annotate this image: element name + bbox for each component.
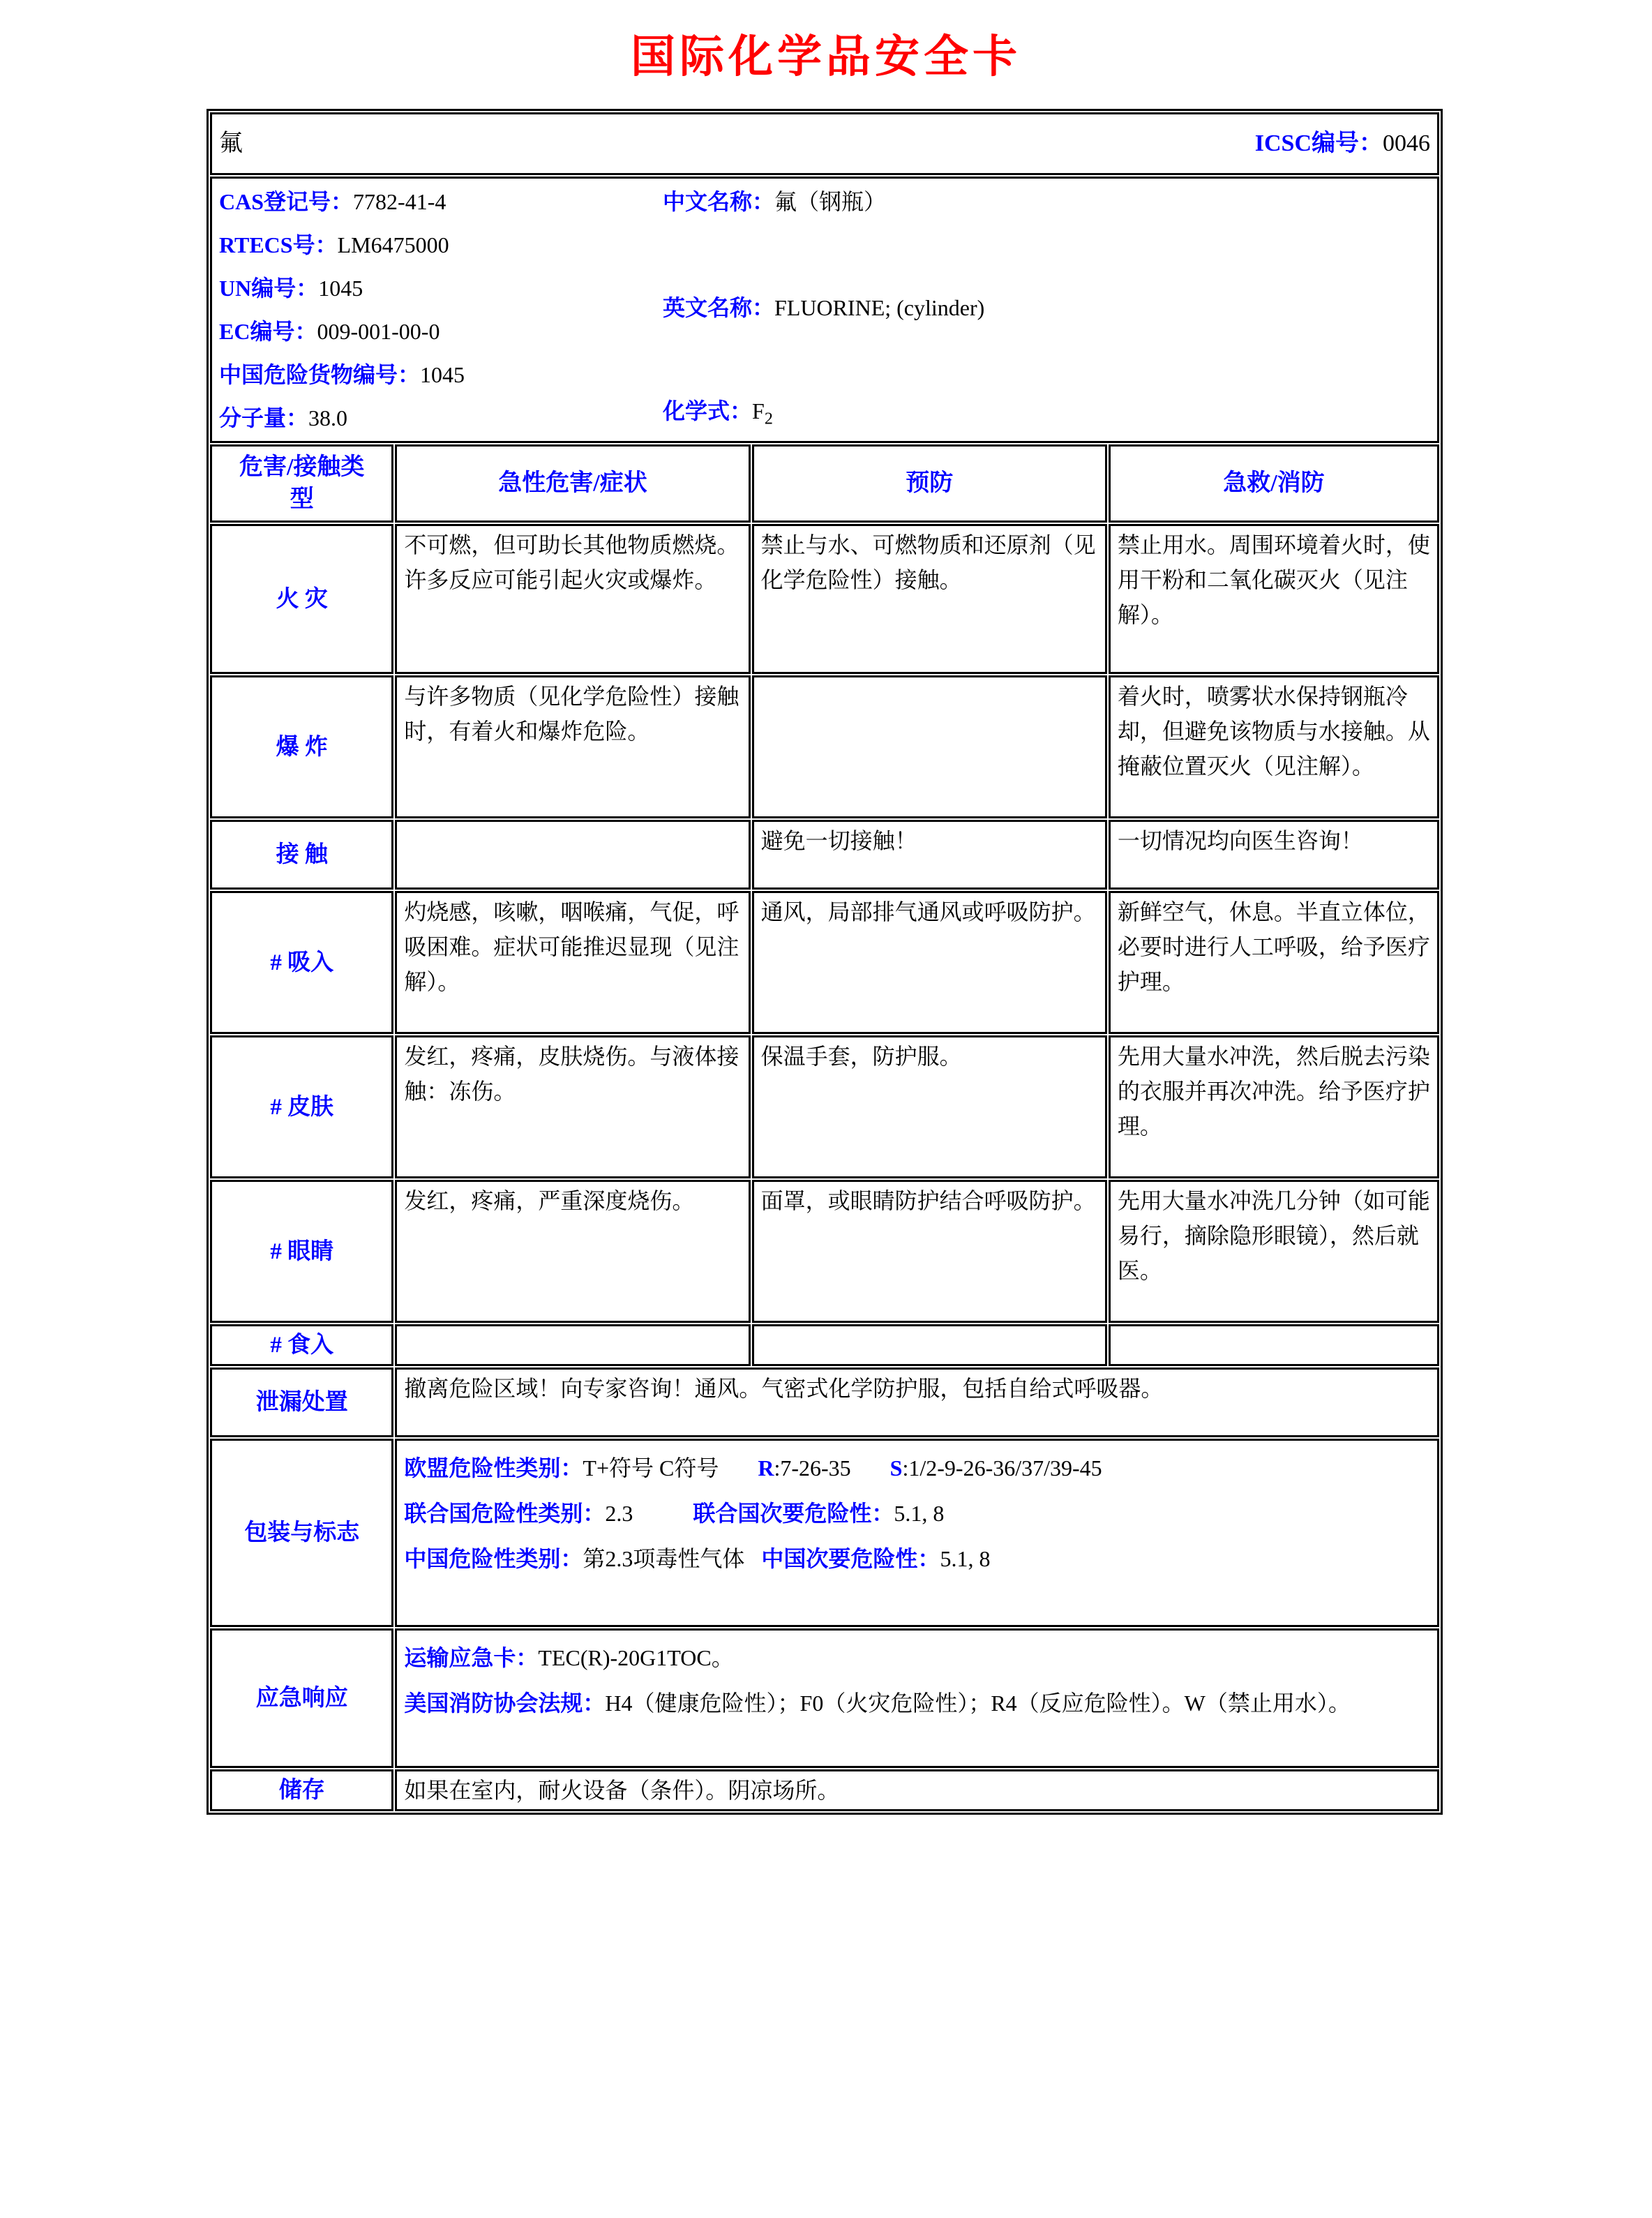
- emergency-row: [210, 1628, 1439, 1768]
- transport-emergency-card-label: 运输应急卡：: [404, 1645, 539, 1670]
- hazard-row-inhalation-label: # 吸入: [210, 891, 393, 1034]
- chemical-formula-field: [663, 389, 773, 433]
- english-name-field: [663, 286, 984, 329]
- hazard-header-symptoms: 急性危害/症状: [395, 444, 750, 523]
- chemical-formula-base: F: [752, 398, 765, 424]
- hazard-row-fire-label: 火 灾: [210, 524, 393, 674]
- identification-block: [219, 180, 1430, 440]
- cn-dangerous-goods-value: 1045: [420, 362, 465, 387]
- exposure-prevention: 避免一切接触！: [752, 820, 1107, 890]
- rtecs-value: LM6475000: [337, 232, 449, 257]
- un-hazard-class-label: 联合国危险性类别：: [404, 1501, 606, 1526]
- r-phrases-label: R: [758, 1455, 774, 1481]
- skin-first-aid: 先用大量水冲洗，然后脱去污染的衣服并再次冲洗。给予医疗护理。: [1109, 1035, 1439, 1178]
- cn-subsidiary-risks-label: 中国次要危险性：: [761, 1546, 940, 1571]
- identification-right-column: [663, 180, 1430, 440]
- nfpa-code-label: 美国消防协会法规：: [404, 1691, 606, 1716]
- chemical-formula-label: 化学式：: [663, 398, 753, 424]
- skin-prevention: 保温手套，防护服。: [752, 1035, 1107, 1178]
- hazard-row-exposure: [210, 820, 1439, 890]
- cas-value: 7782-41-4: [353, 189, 446, 214]
- card-title-row: [210, 112, 1439, 175]
- english-name-label: 英文名称：: [663, 295, 775, 320]
- nfpa-code-value: H4（健康危险性）；F0（火灾危险性）；R4（反应危险性）。W（禁止用水）。: [605, 1691, 1351, 1716]
- s-phrases-label: S: [889, 1455, 903, 1481]
- chinese-name-field: [663, 180, 886, 223]
- transport-emergency-card-line: [404, 1638, 1430, 1677]
- hazard-header-prevention: 预防: [752, 444, 1107, 523]
- english-name-value: FLUORINE; (cylinder): [774, 295, 985, 320]
- un-hazard-class-value: 2.3: [605, 1501, 633, 1526]
- fire-symptoms: 不可燃，但可助长其他物质燃烧。许多反应可能引起火灾或爆炸。: [395, 524, 750, 674]
- un-number-value: 1045: [318, 276, 363, 301]
- hazard-row-inhalation: [210, 891, 1439, 1034]
- emergency-content: [395, 1628, 1439, 1768]
- spill-text: 撤离危险区域！向专家咨询！通风。气密式化学防护服，包括自给式呼吸器。: [395, 1367, 1439, 1437]
- page-title: 国际化学品安全卡: [631, 32, 1021, 82]
- un-subsidiary-risks-value: 5.1, 8: [894, 1501, 945, 1526]
- s-phrases-value: :1/2-9-26-36/37/39-45: [902, 1455, 1102, 1481]
- inhalation-symptoms: 灼烧感，咳嗽，咽喉痛，气促，呼吸困难。症状可能推迟显现（见注解）。: [395, 891, 750, 1034]
- hazard-row-skin: [210, 1035, 1439, 1178]
- storage-text: 如果在室内，耐火设备（条件）。阴凉场所。: [395, 1769, 1439, 1811]
- eu-hazard-class-label: 欧盟危险性类别：: [404, 1455, 583, 1481]
- packaging-label: 包装与标志: [210, 1439, 393, 1627]
- explosion-prevention: [752, 675, 1107, 818]
- cn-hazard-class-line: [404, 1539, 1430, 1578]
- explosion-first-aid: 着火时，喷雾状水保持钢瓶冷却，但避免该物质与水接触。从掩蔽位置灭火（见注解）。: [1109, 675, 1439, 818]
- rtecs-label: RTECS号：: [219, 232, 338, 257]
- chinese-name-label: 中文名称：: [663, 189, 775, 214]
- exposure-symptoms: [395, 820, 750, 890]
- packaging-row: [210, 1439, 1439, 1627]
- ec-number-value: 009-001-00-0: [317, 319, 440, 344]
- molecular-weight-label: 分子量：: [219, 405, 309, 430]
- hazard-header-row: [210, 444, 1439, 523]
- hazard-row-ingestion: [210, 1324, 1439, 1366]
- inhalation-prevention: 通风，局部排气通风或呼吸防护。: [752, 891, 1107, 1034]
- chinese-name-value: 氟（钢瓶）: [774, 189, 887, 214]
- hazard-row-skin-label: # 皮肤: [210, 1035, 393, 1178]
- fire-prevention: 禁止与水、可燃物质和还原剂（见化学危险性）接触。: [752, 524, 1107, 674]
- eu-hazard-class-value: T+符号 C符号: [583, 1455, 719, 1481]
- hazard-row-explosion: [210, 675, 1439, 818]
- icsc-number-value: 0046: [1383, 130, 1430, 156]
- exposure-first-aid: 一切情况均向医生咨询！: [1109, 820, 1439, 890]
- un-hazard-class-line: [404, 1494, 1430, 1533]
- eu-hazard-class-line: [404, 1448, 1430, 1488]
- hazard-header-type: 危害/接触类型: [210, 444, 393, 523]
- storage-label: 储存: [210, 1769, 393, 1811]
- icsc-card-table: [206, 109, 1443, 1815]
- substance-name: 氟: [219, 130, 243, 156]
- cn-hazard-class-value: 第2.3项毒性气体: [583, 1546, 745, 1571]
- packaging-content: [395, 1439, 1439, 1627]
- fire-first-aid: 禁止用水。周围环境着火时，使用干粉和二氧化碳灭火（见注解）。: [1109, 524, 1439, 674]
- ingestion-prevention: [752, 1324, 1107, 1366]
- cas-label: CAS登记号：: [219, 189, 354, 214]
- hazard-row-fire: [210, 524, 1439, 674]
- icsc-number-field: [1255, 126, 1430, 161]
- hazard-row-ingestion-label: # 食入: [210, 1324, 393, 1366]
- storage-row: [210, 1769, 1439, 1811]
- emergency-label: 应急响应: [210, 1628, 393, 1768]
- hazard-row-eyes-label: # 眼睛: [210, 1180, 393, 1323]
- ec-number-label: EC编号：: [219, 319, 317, 344]
- inhalation-first-aid: 新鲜空气，休息。半直立体位，必要时进行人工呼吸，给予医疗护理。: [1109, 891, 1439, 1034]
- un-number-label: UN编号：: [219, 276, 319, 301]
- spill-row: [210, 1367, 1439, 1437]
- card-titlebar: [219, 116, 1430, 172]
- hazard-row-explosion-label: 爆 炸: [210, 675, 393, 818]
- hazard-row-eyes: [210, 1180, 1439, 1323]
- spill-label: 泄漏处置: [210, 1367, 393, 1437]
- hazard-row-exposure-label: 接 触: [210, 820, 393, 890]
- hazard-header-firstaid: 急救/消防: [1109, 444, 1439, 523]
- ingestion-symptoms: [395, 1324, 750, 1366]
- skin-symptoms: 发红，疼痛，皮肤烧伤。与液体接触：冻伤。: [395, 1035, 750, 1178]
- transport-emergency-card-value: TEC(R)-20G1TOC。: [538, 1645, 734, 1670]
- identification-row: [210, 177, 1439, 443]
- molecular-weight-value: 38.0: [308, 405, 348, 430]
- ingestion-first-aid: [1109, 1324, 1439, 1366]
- explosion-symptoms: 与许多物质（见化学危险性）接触时，有着火和爆炸危险。: [395, 675, 750, 818]
- cn-subsidiary-risks-value: 5.1, 8: [940, 1546, 991, 1571]
- r-phrases-value: :7-26-35: [774, 1455, 851, 1481]
- eyes-first-aid: 先用大量水冲洗几分钟（如可能易行，摘除隐形眼镜），然后就医。: [1109, 1180, 1439, 1323]
- cn-dangerous-goods-label: 中国危险货物编号：: [219, 362, 421, 387]
- icsc-number-label: ICSC编号：: [1254, 130, 1383, 156]
- chemical-formula-subscript: 2: [764, 410, 773, 428]
- un-subsidiary-risks-label: 联合国次要危险性：: [693, 1501, 894, 1526]
- eyes-symptoms: 发红，疼痛，严重深度烧伤。: [395, 1180, 750, 1323]
- cn-hazard-class-label: 中国危险性类别：: [404, 1546, 583, 1571]
- nfpa-code-line: [404, 1684, 1430, 1723]
- eyes-prevention: 面罩，或眼睛防护结合呼吸防护。: [752, 1180, 1107, 1323]
